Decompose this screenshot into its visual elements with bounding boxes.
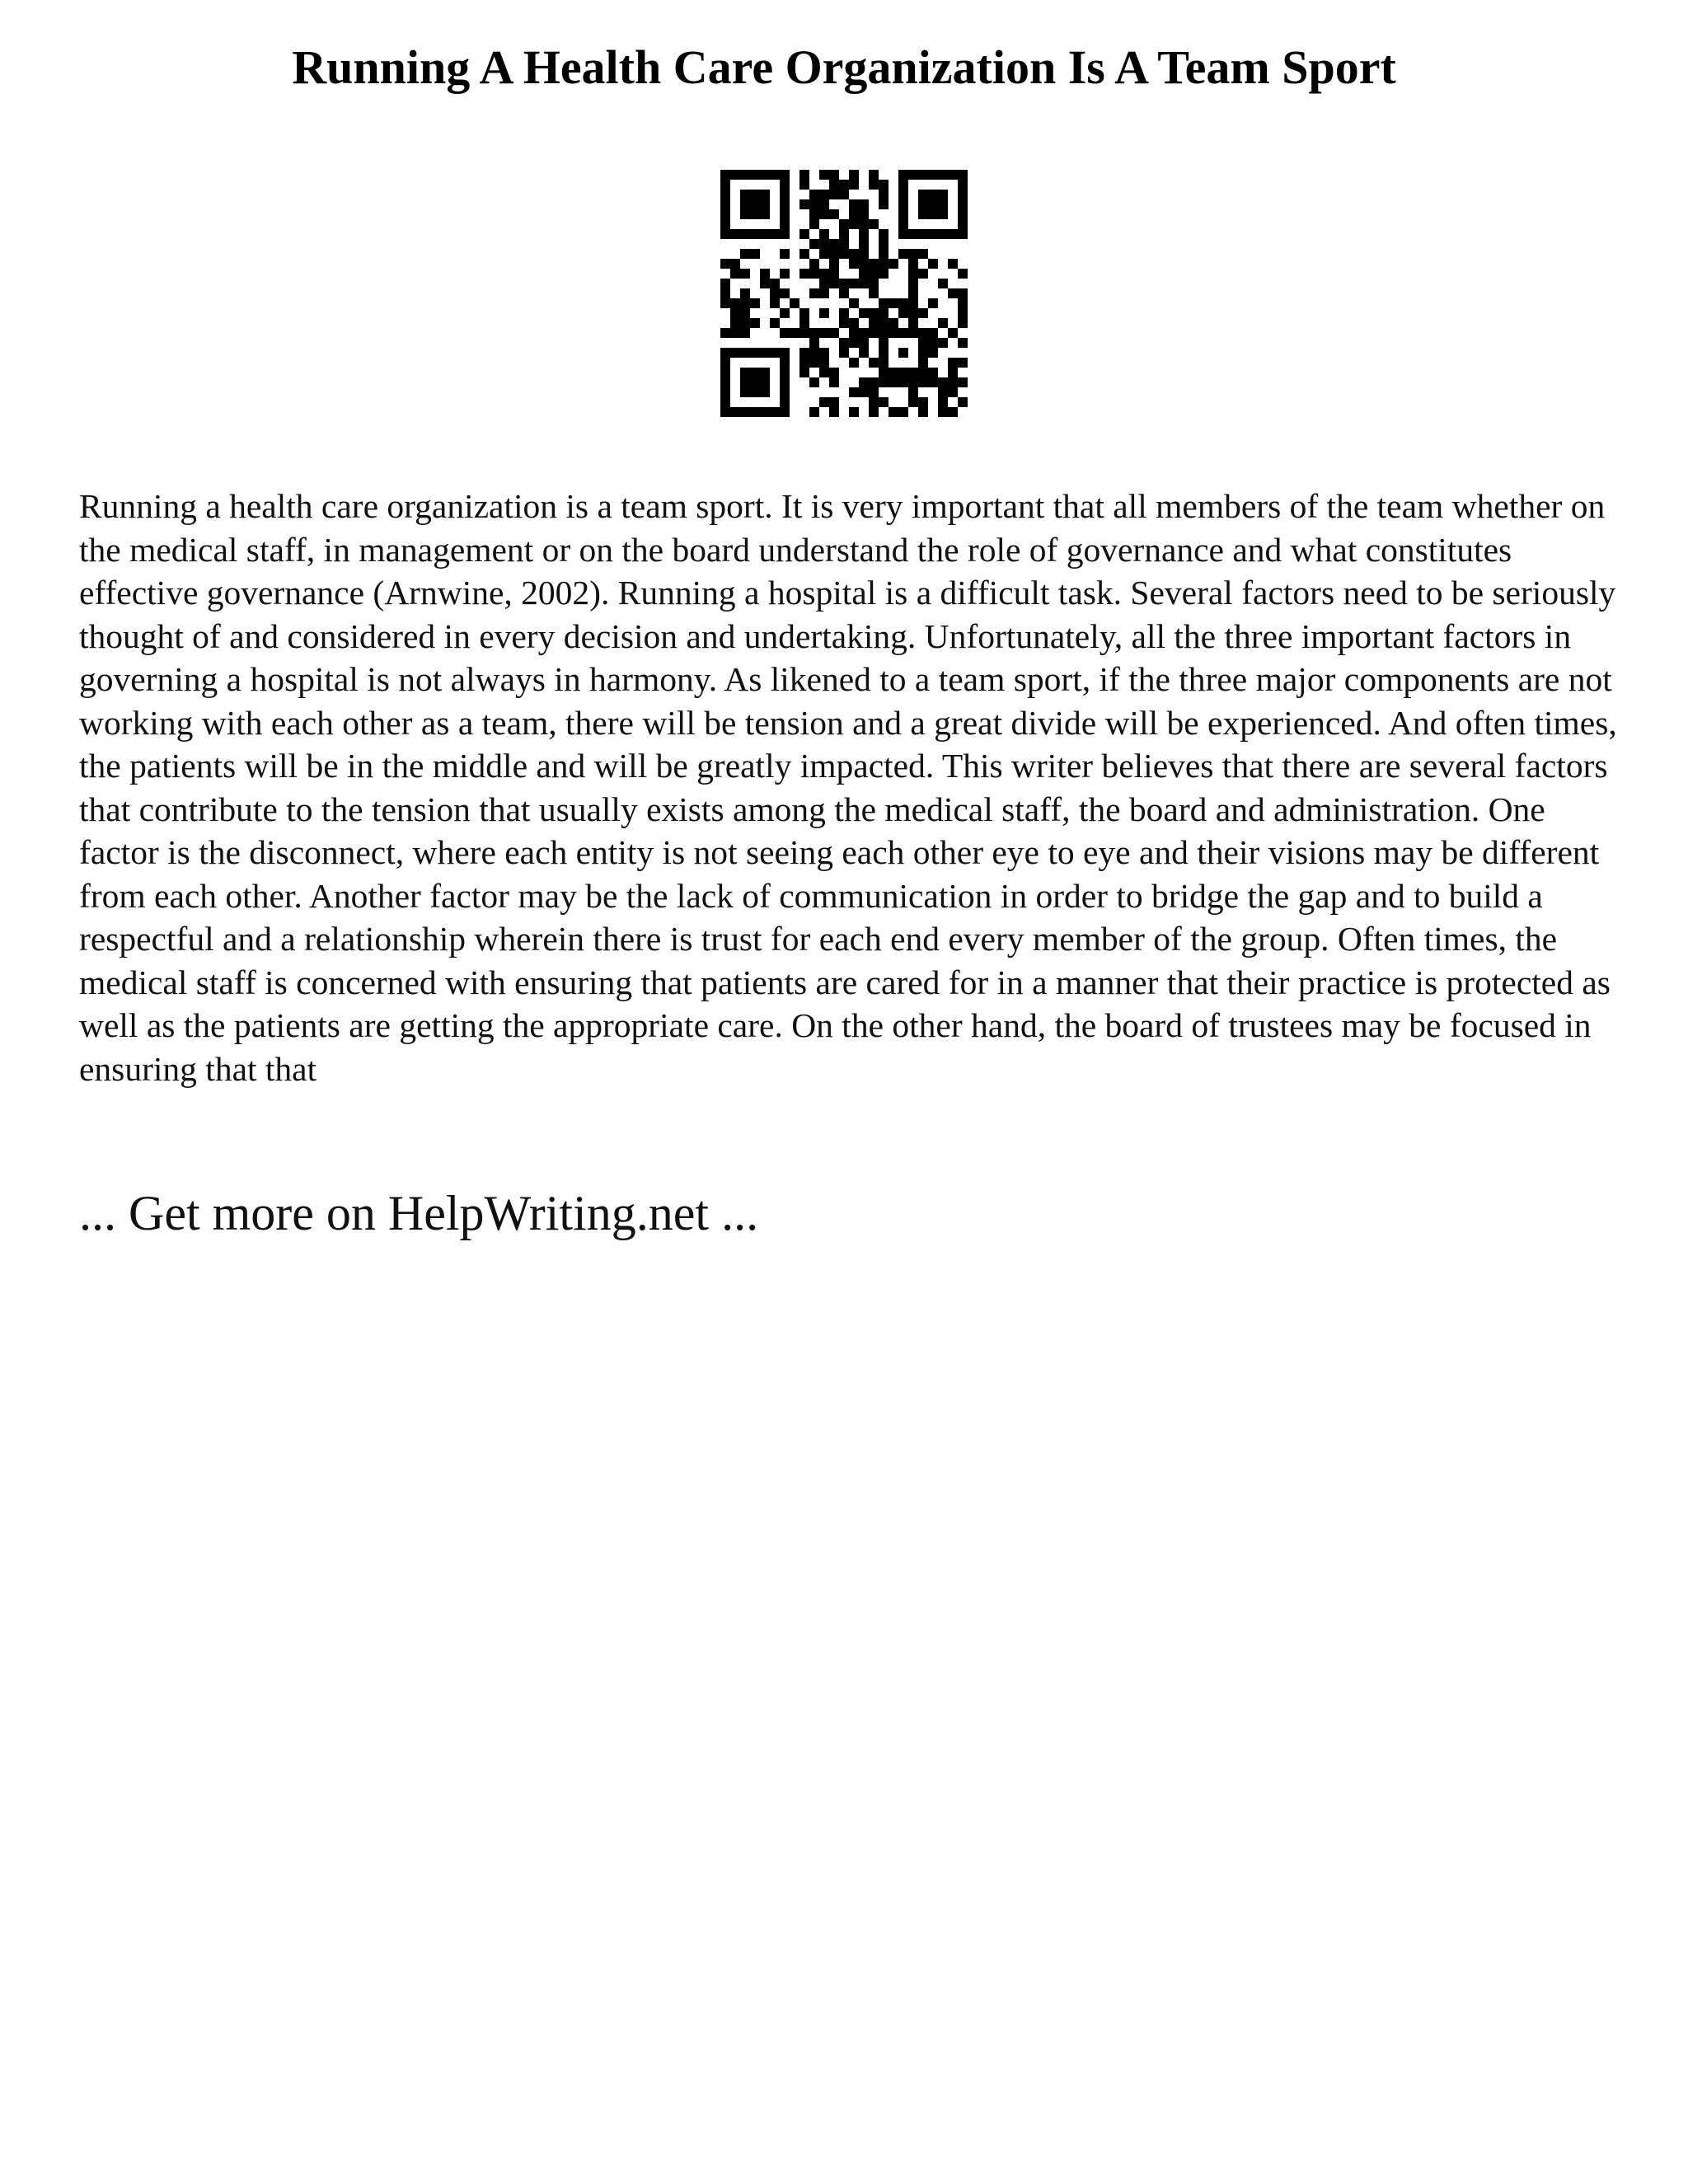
get-more-link[interactable]: ... Get more on HelpWriting.net ...	[79, 1186, 759, 1240]
qr-code-image	[720, 170, 968, 417]
body-paragraph: Running a health care organization is a team sport. It is very important that all members of the team whether on the medical staff, in management or on the board understand the role of governance and what constitutes effective governance (Arnwine, 2002). Running a hospital is a difficult task. Several factors need to be seriously thought of and considered in every decision and undertaking. Unfortunately, all the three important factors in governing a hospital is not always in harmony. As likened to a team sport, if the three major components are not working with each other as a team, there will be tension and a great divide will be experienced. And often times, the patients will be in the middle and will be greatly impacted. This writer believes that there are several factors that contribute to the tension that usually exists among the medical staff, the board and administration. One factor is the disconnect, where each entity is not seeing each other eye to eye and their visions may be different from each other. Another factor may be the lack of communication in order to bridge the gap and to build a respectful and a relationship wherein there is trust for each end every member of the group. Often times, the medical staff is concerned with ensuring that patients are cared for in a manner that their practice is protected as well as the patients are getting the appropriate care. On the other hand, the board of trustees may be focused in ensuring that that	[79, 487, 1617, 1088]
qr-code	[720, 170, 968, 417]
page-title: Running A Health Care Organization Is A Team Sport	[292, 40, 1396, 94]
